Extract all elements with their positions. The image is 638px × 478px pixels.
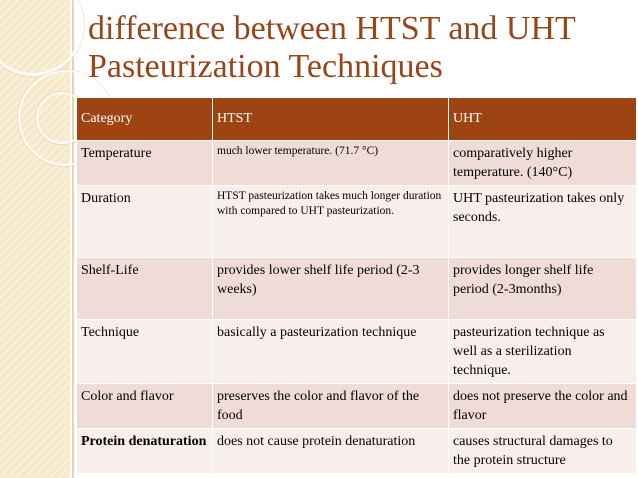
row-htst: HTST pasteurization takes much longer duration with compared to UHT pasteurization. (213, 186, 449, 258)
comparison-table (76, 97, 637, 474)
row-uht: UHT pasteurization takes only seconds. (449, 186, 637, 258)
row-uht: pasteurization technique as well as a sterilization technique. (449, 320, 637, 384)
row-uht: does not preserve the color and flavor (449, 384, 637, 429)
row-htst: preserves the color and flavor of the food (213, 384, 449, 429)
table-row (77, 429, 637, 474)
row-uht: provides longer shelf life period (2-3months) (449, 258, 637, 320)
row-uht: causes structural damages to the protein structure (449, 429, 637, 474)
header-htst: HTST (213, 98, 449, 141)
slide-title (88, 10, 628, 86)
row-category: Temperature (77, 141, 213, 186)
slide-title-line-1: difference between HTST and UHT (88, 10, 576, 47)
slide-title-line-2: Pasteurization Techniques (88, 48, 443, 85)
row-uht: comparatively higher temperature. (140°C) (449, 141, 637, 186)
row-category: Protein denaturation (77, 429, 213, 474)
row-htst: provides lower shelf life period (2-3 weeks) (213, 258, 449, 320)
table-header-row (77, 98, 637, 141)
row-category: Color and flavor (77, 384, 213, 429)
row-category: Shelf-Life (77, 258, 213, 320)
row-htst: much lower temperature. (71.7 °C) (213, 141, 449, 186)
header-uht: UHT (449, 98, 637, 141)
row-htst: basically a pasteurization technique (213, 320, 449, 384)
table-row (77, 141, 637, 186)
table-row (77, 258, 637, 320)
header-category: Category (77, 98, 213, 141)
row-category: Duration (77, 186, 213, 258)
table-row (77, 384, 637, 429)
table-row (77, 320, 637, 384)
row-htst: does not cause protein denaturation (213, 429, 449, 474)
row-category: Technique (77, 320, 213, 384)
table-row (77, 186, 637, 258)
